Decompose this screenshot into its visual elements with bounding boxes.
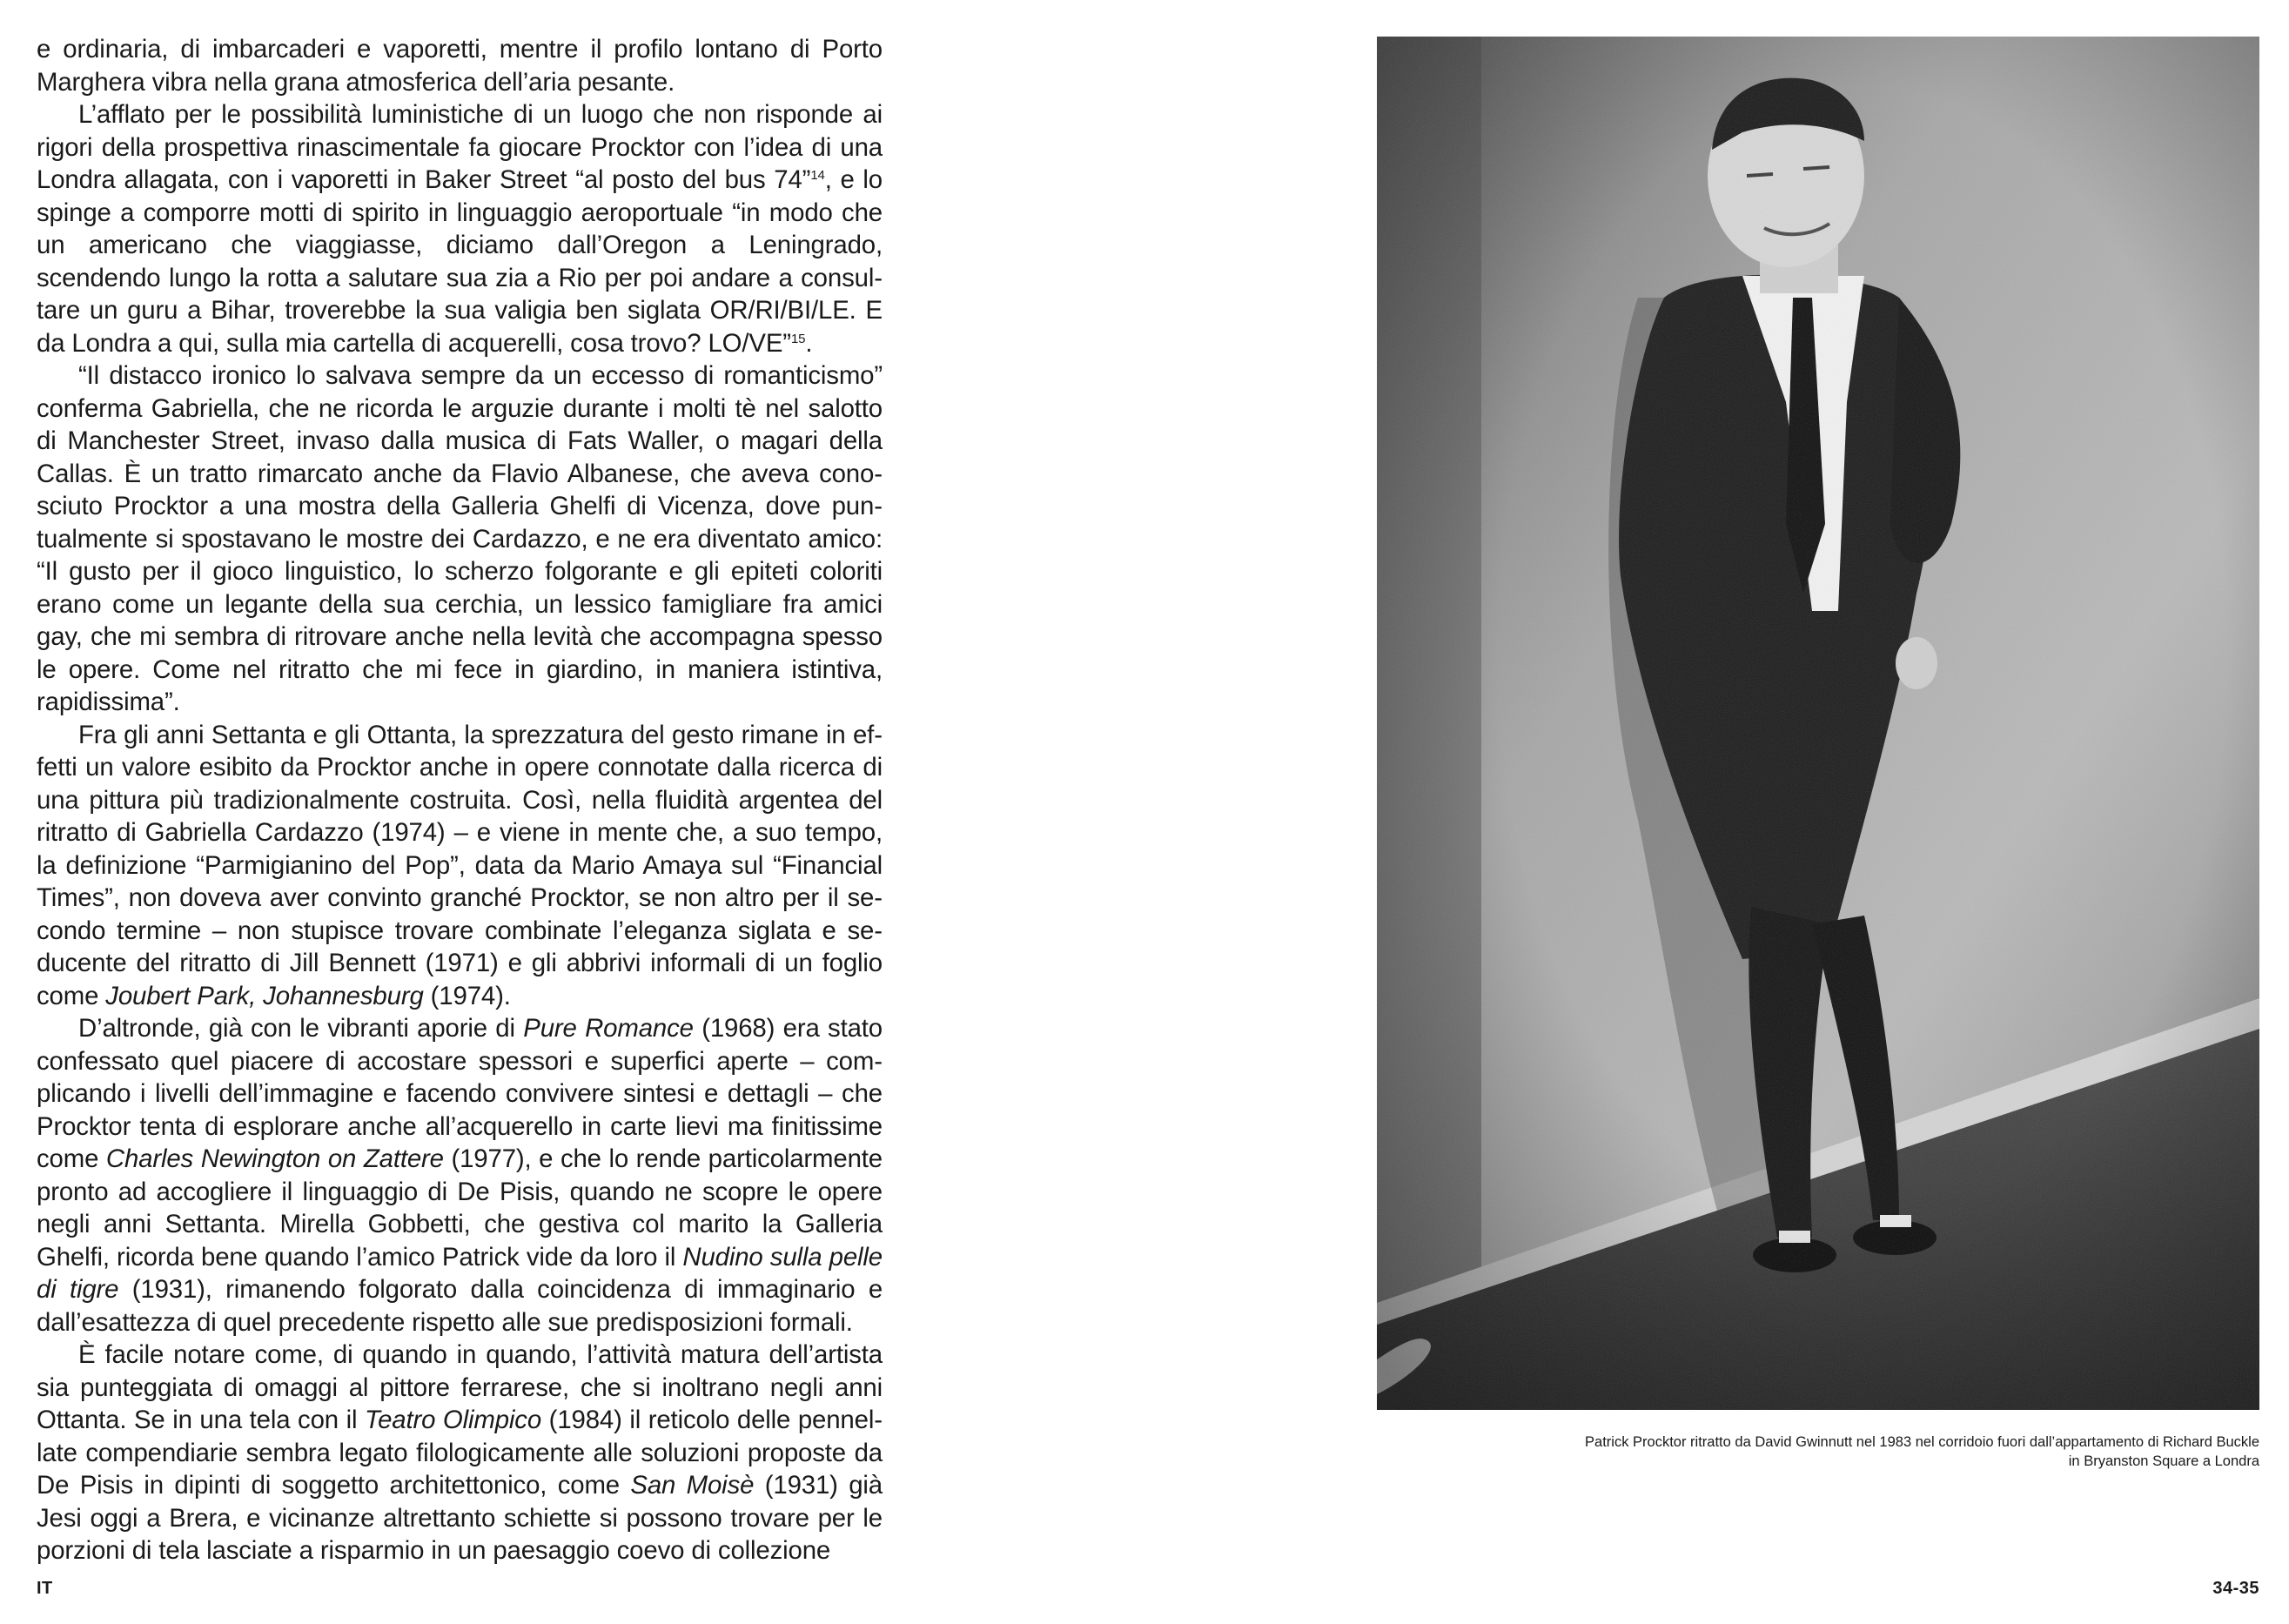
body-paragraph [37, 1339, 883, 1567]
text-run: (1968) era stato confessato quel piacere di accostare spessori e superfici aperte – complicando i livelli dell’immagine e facendo convivere sintesi e dettagli – che Procktor tenta di esplorare anche all’acquerello in carte lievi ma finitissime come [37, 1014, 883, 1173]
text-run: . [805, 328, 813, 358]
footnote-reference: 14 [810, 168, 825, 183]
text-run: D’altronde, già con le vibranti aporie di [78, 1014, 524, 1043]
body-paragraph [37, 1012, 883, 1339]
italic-title: Nudino sulla pelle di tigre [37, 1242, 883, 1304]
text-run: (1977), e che lo rende particolarmente pronto ad accogliere il linguaggio di De Pisis, quando ne scopre le opere negli anni Settanta. Mirella Gobbetti, che gestiva col marito la Galleria Ghelfi, ricorda bene quando l’amico Patrick vide da loro il [37, 1144, 883, 1272]
body-paragraph [37, 719, 883, 1013]
italic-title: Teatro Olimpico [364, 1406, 542, 1434]
text-run: (1931), rimanendo folgorato dalla coincidenza di immaginario e dall’esattezza di quel precedente rispetto alle sue predisposizioni formali. [37, 1275, 883, 1337]
text-run: e ordinaria, di imbarcaderi e vaporetti, mentre il profilo lontano di Porto Marghera vibra nella grana atmosferica dell’aria pesante. [37, 35, 883, 97]
text-run: (1931) già Jesi oggi a Brera, e vicinanze altrettanto schiette si possono trovare per le porzioni di tela lasciate a risparmio in un paesaggio coevo di collezione [37, 1471, 883, 1565]
text-run: “Il distacco ironico lo salvava sempre da un eccesso di romanticismo” conferma Gabriella, che ne ricorda le arguzie durante i molti tè nel salotto di Manchester Street, invaso dalla musica di Fats Waller, o magari della Callas. È un tratto rimarcato anche da Flavio Albanese, che aveva conosciuto Procktor a una mostra della Galleria Ghelfi di Vicenza, dove puntualmente si spostavano le mostre dei Cardazzo, e ne era diventato amico: “Il gusto per il gioco linguistico, lo scherzo folgorante e gli epiteti coloriti erano come un legante della sua cerchia, un lessico famigliare fra amici gay, che mi sembra di ritrovare anche nella levità che accompagna spesso le opere. Come nel ritratto che mi fece in giardino, in maniera istintiva, rapidissima”. [37, 361, 883, 716]
footnote-reference: 15 [790, 331, 806, 346]
portrait-photograph [1377, 37, 2259, 1410]
text-run: L’afflato per le possibilità luministiche di un luogo che non risponde ai rigori della prospettiva rinascimentale fa giocare Procktor con l’idea di una Londra allagata, con i vaporetti in Baker Street “al posto del bus 74” [37, 100, 883, 194]
page-numbers: 34-35 [2212, 1579, 2259, 1598]
text-run: È facile notare come, di quando in quando, l’attività matura dell’artista sia punteggiata di omaggi al pittore ferrarese, che si inoltrano negli anni Ottanta. Se in una tela con il [37, 1340, 883, 1434]
italic-title: San Moisè [630, 1471, 755, 1500]
italic-title: Joubert Park, Johannesburg [105, 981, 424, 1010]
photo-caption [1377, 1433, 2259, 1471]
caption-line-1: Patrick Procktor ritratto da David Gwinnutt nel 1983 nel corridoio fuori dall’appartamento di Richard Buckle [1585, 1434, 2259, 1450]
portrait-image [1377, 37, 2259, 1410]
body-paragraph [37, 33, 883, 98]
caption-line-2: in Bryanston Square a Londra [2068, 1453, 2259, 1469]
text-run: (1974). [423, 981, 511, 1010]
body-paragraph [37, 359, 883, 719]
text-run: Fra gli anni Settanta e gli Ottanta, la sprezzatura del gesto rimane in effetti un valore esibito da Procktor anche in opere connotate dalla ricerca di una pittura più tradizionalmente costruita. Così, nella fluidità argentea del ritratto di Gabriella Cardazzo (1974) – e viene in mente che, a suo tempo, la definizione “Parmigianino del Pop”, data da Mario Amaya sul “Financial Times”, non doveva aver convinto granché Procktor, se non altro per il secondo termine – non stupisce trovare combinate l’eleganza siglata e seducente del ritratto di Jill Bennett (1971) e gli abbrivi informali di un foglio come [37, 720, 883, 1010]
italic-title: Charles Newington on Zattere [105, 1144, 444, 1173]
body-text-column [37, 33, 883, 1567]
italic-title: Pure Romance [523, 1014, 694, 1043]
text-run: , e lo spinge a comporre motti di spirito in linguaggio aeroportuale “in modo che un americano che viaggiasse, diciamo dall’Oregon a Leningrado, scendendo lungo la rotta a salutare sua zia a Rio per poi andare a consultare un guru a Bihar, troverebbe la sua valigia ben siglata OR/RI/BI/LE. E da Londra a qui, sulla mia cartella di acquerelli, cosa trovo? LO/VE” [37, 165, 883, 358]
text-run: (1984) il reticolo delle pennellate compendiarie sembra legato filologicamente alle soluzioni proposte da De Pisis in dipinti di soggetto architettonico, come [37, 1406, 883, 1500]
language-label: IT [37, 1579, 53, 1598]
body-paragraph [37, 98, 883, 359]
